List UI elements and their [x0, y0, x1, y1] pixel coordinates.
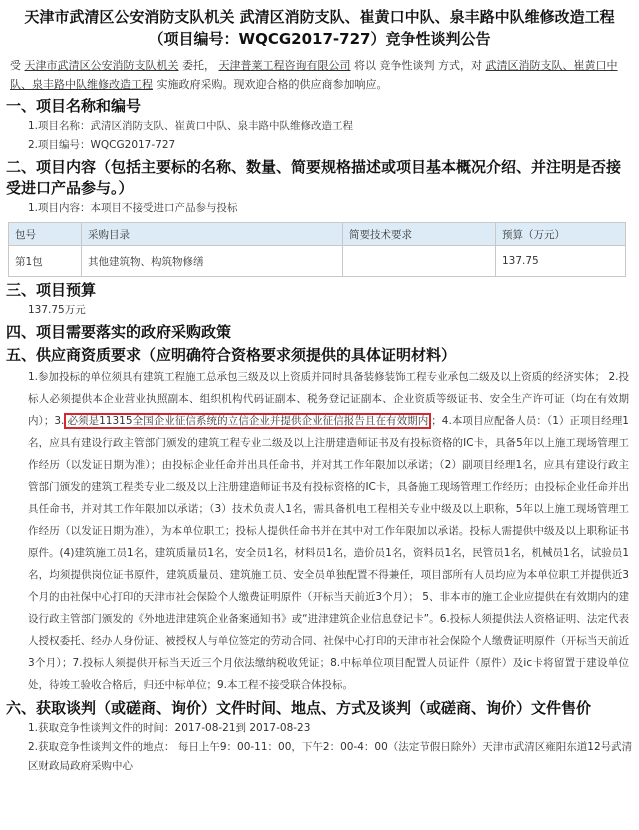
section-1-heading: 一、项目名称和编号: [6, 97, 142, 115]
cell-tech-requirements: [343, 246, 496, 277]
cell-package: 第1包: [9, 246, 82, 277]
intro-project: 武清区消防支队、崔黄口中队、泉丰路中队维修改造工程: [10, 59, 618, 91]
page-title: 天津市武清区公安消防支队机关 武清区消防支队、崔黄口中队、泉丰路中队维修改造工程 （项目编号：WQCG2017-727）竞争性谈判公告: [24, 8, 615, 48]
cell-catalog: 其他建筑物、构筑物修缮: [82, 246, 343, 277]
table-header-row: [9, 223, 626, 246]
intro-text-3: 将以 竞争性谈判 方式，对: [354, 59, 482, 72]
intro-client: 天津市武清区公安消防支队机关: [24, 59, 179, 72]
header-budget: 预算（万元）: [496, 223, 626, 246]
section-6-heading: 六、获取谈判（或磋商、询价）文件时间、地点、方式及谈判（或磋商、询价）文件售价: [6, 699, 592, 717]
requirements-after: ；4.本项目应配备人员：（1）正项目经理1名，应具有建设行政主管部门颁发的建筑工程专业二级及以上注册建造师证书及有投标资格的IC卡，具备5年以上施工现场管理工作经历（以发证日期为准）；由投标企业任命并出具任命书，并对其工作年限加以承诺；（2）副项目经理1名，应具有建设行政主管部门颁发的建筑工程类专业二级及以上注册建造师证书及有投标资格的IC卡，具备施工现场管理工作经历；由投标企业任命并出具任命书，并对其工作年限加以承诺；（3）技术负责人1名，需具备机电工程相关专业中级及以上职称，5年以上施工现场管理工作经历（以发证日期为准），为本单位职工；投标人提供任命书并在其中对工作年限加以承诺。投标人需提供中级及以上职称证书原件。(4)建筑施工员1名，建筑质量员1名，安全员1名，材料员1名，造价员1名，资料员1名，民管员1名，机械员1名，试验员1名，均须提供岗位证书原件，建筑质量员、建筑施工员、安全员单独配置不得兼任，项目部所有人员均应为本单位职工并提供近3个月的由社保中心打印的天津市社会保险个人缴费证明原件（开标当天前近3个月）； 5、非本市的施工企业应提供在有效期内的建设行政主管部门颁发的《外地进津建筑企业备案通知书》或“进津建筑企业信息登记卡”。6.投标人须提供法人资格证明、法定代表人授权委托、经办人身份证、被授权人与单位签定的劳动合同、社保中心打印的天津市社会保险个人缴费证明原件（开标当天前近3个月）；7.投标人须提供开标当天近三个月依法缴纳税收凭证；8.中标单位项目配置人员证件（原件）及ic卡将留置于建设单位处，待竣工验收合格后，归还中标单位；9.本工程不接受联合体投标。: [28, 415, 629, 691]
project-number-line: 2.项目编号：WQCG2017-727: [28, 139, 176, 151]
intro-text-4: 实施政府采购。现欢迎合格的供应商参加响应。: [156, 78, 388, 91]
section-2-heading: 二、项目内容（包括主要标的名称、数量、简要规格描述或项目基本概况介绍、并注明是否接受进口产品参与。）: [6, 158, 622, 197]
document-location-line: 2.获取竞争性谈判文件的地点： 每日上午9：00-11：00，下午2：00-4：00（法定节假日除外）天津市武清区雍阳东道12号武清区财政局政府采购中心: [28, 741, 633, 772]
procurement-table: [8, 222, 626, 277]
header-tech-requirements: 简要技术要求: [343, 223, 496, 246]
header-package: 包号: [9, 223, 82, 246]
project-name-line: 1.项目名称：武清区消防支队、崔黄口中队、泉丰路中队维修改造工程: [28, 120, 354, 132]
qualification-requirements: [6, 366, 633, 696]
highlighted-requirement: 必须是11315全国企业征信系统的立信企业并提供企业征信报告且在有效期内: [64, 413, 431, 429]
intro-agent: 天津普莱工程咨询有限公司: [218, 59, 351, 72]
requirements-before: 1.参加投标的单位须具有建筑工程施工总承包三级及以上资质并同时具备装修装饰工程专业承包二级及以上资质的经济实体； 2.投标人必须提供本企业营业执照副本、组织机构代码证副本、税务登记证副本、企业资质等级证书、安全生产许可证（均在有效期内）；3.: [28, 371, 629, 427]
table-row: [9, 246, 626, 277]
cell-budget: 137.75: [496, 246, 626, 277]
header-catalog: 采购目录: [82, 223, 343, 246]
intro-text-1: 受: [10, 59, 21, 72]
project-content-line: 1.项目内容：本项目不接受进口产品参与投标: [28, 202, 238, 214]
intro-text-2: 委托，: [182, 59, 215, 72]
intro-paragraph: [6, 56, 633, 94]
section-5-heading: 五、供应商资质要求（应明确符合资格要求须提供的具体证明材料）: [6, 346, 457, 364]
document-time-line: 1.获取竞争性谈判文件的时间：2017-08-21到 2017-08-23: [28, 722, 311, 734]
section-3-heading: 三、项目预算: [6, 281, 97, 299]
section-4-heading: 四、项目需要落实的政府采购政策: [6, 323, 232, 341]
budget-line: 137.75万元: [28, 304, 86, 316]
